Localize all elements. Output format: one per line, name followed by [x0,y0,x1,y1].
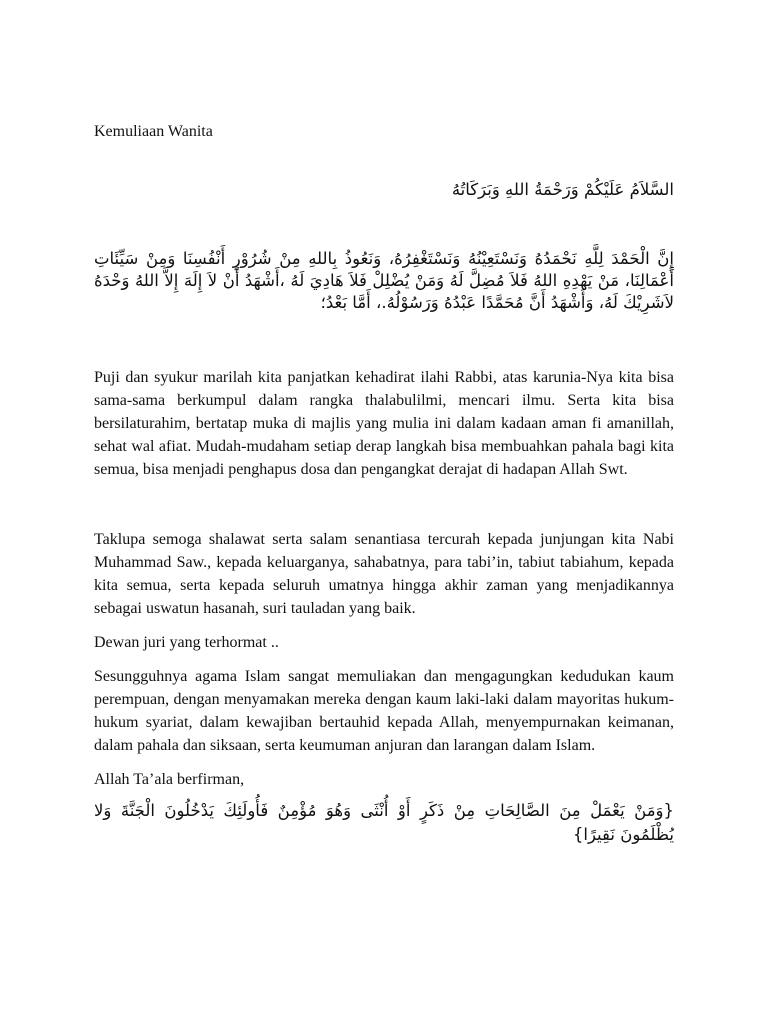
paragraph-islam-women: Sesungguhnya agama Islam sangat memuliakan dan mengagungkan kedudukan kaum perempuan, dengan menyamakan mereka dengan kaum laki-laki dalam mayoritas hukum-hukum syariat, dalam kewajiban bertauhid kepada Allah, menyempurnakan keimanan, dalam pahala dan siksaan, serta keumuman anjuran dan larangan dalam Islam. [94,668,674,754]
quran-verse: {وَمَنْ يَعْمَلْ مِنَ الصَّالِحَاتِ مِنْ ذَكَرٍ أَوْ أُنْثَى وَهُوَ مُؤْمِنٌ فَأُولَئِكَ يَدْخُلُونَ الْجَنَّةَ وَلا يُظْلَمُونَ نَقِيرًا} [94,801,674,844]
opening-arabic-text: إِنَّ الْحَمْدَ لِلَّهِ نَحْمَدُهُ وَنَسْتَعِيْنُهُ وَنَسْتَغْفِرُهُ، وَنَعُوذُ بِاللهِ مِنْ شُرُوْرِ أَنْفُسِنَا وَمِنْ سَيِّئَاتِ أَعْمَالِنَا، مَنْ يَهْدِهِ اللهُ فَلاَ مُضِلَّ لَهُ وَمَنْ يُضْلِلْ فَلاَ هَادِيَ لَهُ ،أَشْهَدُ أَنْ لاَ إِلَهَ إِلاَّ اللهُ وَحْدَهُ لاَشَرِيْكَ لَهُ، وَأَشْهَدُ أَنَّ مُحَمَّدًا عَبْدُهُ وَرَسُوْلُهُ.، أَمَّا بَعْدُ؛ [94,249,674,312]
paragraph-address-jury: Dewan juri yang terhormat .. [94,634,279,651]
paragraph-allah-says: Allah Ta’ala berfirman, [94,771,245,788]
document-page [94,120,674,847]
document-title: Kemuliaan Wanita [94,123,213,140]
paragraph-praise: Puji dan syukur marilah kita panjatkan kehadirat ilahi Rabbi, atas karunia-Nya kita bisa sama-sama berkumpul dalam rangka thalabulilmi, mencari ilmu. Serta kita bisa bersilaturahim, bertatap muka di majlis yang mulia ini dalam kadaan aman fi amanillah, sehat wal afiat. Mudah-mudaham setiap derap langkah bisa membuahkan pahala bagi kita semua, bisa menjadi penghapus dosa dan pengangkat derajat di hadapan Allah Swt. [94,369,674,478]
paragraph-shalawat: Taklupa semoga shalawat serta salam senantiasa tercurah kepada junjungan kita Nabi Muhammad Saw., kepada keluarganya, sahabatnya, para tabi’in, tabiut tabiahum, kepada kita semua, serta kepada seluruh umatnya hingga akhir zaman yang menjadikannya sebagai uswatun hasanah, suri tauladan yang baik. [94,531,674,617]
salam-greeting: السَّلاَمُ عَلَيْكُمْ وَرَحْمَةُ اللهِ وَبَرَكَاتُهُ [451,180,674,199]
